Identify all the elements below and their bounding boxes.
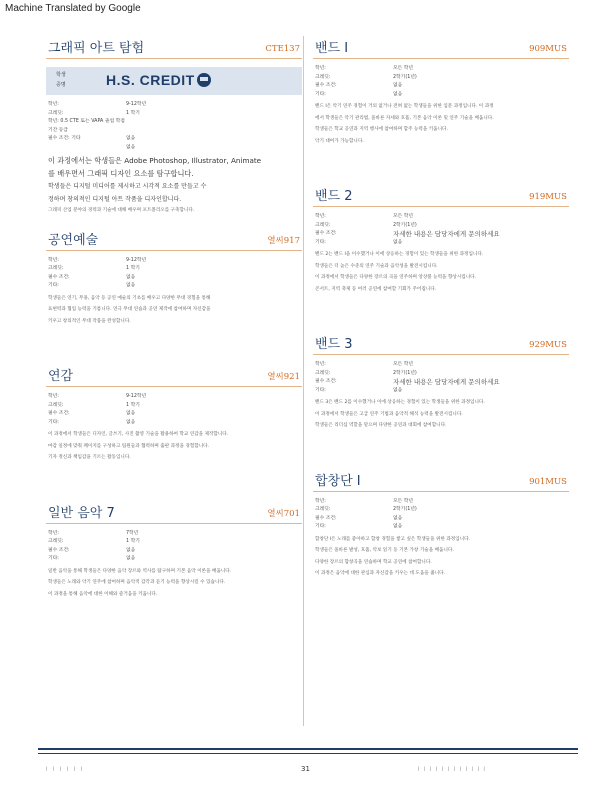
meta-row xyxy=(313,91,569,100)
meta-row xyxy=(313,523,569,532)
meta-row xyxy=(313,213,569,222)
description-line: 학생들은 올바른 발성, 호흡, 악보 읽기 등 기본 가창 기술을 배웁니다. xyxy=(315,548,454,553)
meta-row xyxy=(46,282,302,291)
meta-row xyxy=(46,274,302,283)
meta-value: 없음 xyxy=(126,419,136,425)
meta-row xyxy=(46,547,302,556)
meta-row xyxy=(313,65,569,74)
course-description xyxy=(46,568,302,600)
meta-label: 크레딧: xyxy=(48,266,64,271)
footer-rule xyxy=(38,748,578,754)
meta-label: 크레딧: xyxy=(315,370,331,376)
description-line: 이 과정에서 학생들은 다양한 장르의 곡을 연주하며 앙상블 능력을 향상시킵니다. xyxy=(315,275,477,280)
meta-label: 필수 조건: xyxy=(48,411,70,416)
page-number: 31 xyxy=(301,765,310,773)
meta-row xyxy=(313,74,569,83)
meta-label: 기타: xyxy=(315,387,326,393)
credit-banner-line: 증명 xyxy=(56,82,66,88)
course-entry xyxy=(313,184,569,294)
meta-value: 모든 학년 xyxy=(393,498,414,504)
course-description xyxy=(46,431,302,463)
course-entry xyxy=(46,364,302,463)
meta-value: 없음 xyxy=(393,91,403,97)
meta-value: 1 학기 xyxy=(126,110,140,116)
meta-value: 7학년 xyxy=(126,530,139,536)
course-code: 909MUS xyxy=(529,44,567,54)
meta-value: 없음 xyxy=(393,524,403,529)
credit-banner-label xyxy=(56,70,66,90)
description-line: 이 과정에서 학생들은 고급 연주 기법과 음악적 해석 능력을 발전시킵니다. xyxy=(315,411,463,417)
meta-label: 기타: xyxy=(48,283,59,288)
description-line: 이 과정에서는 학생들은 Adobe Photoshop, Illustrator, Animate xyxy=(48,156,262,165)
course-code: 919MUS xyxy=(529,192,567,202)
description-line: 정하며 창의적인 디지털 아트 작품을 디자인합니다. xyxy=(48,195,182,203)
description-line: 학생들은 더 높은 수준의 연주 기술과 음악성을 발전시킵니다. xyxy=(315,263,438,269)
course-title: 밴드 I xyxy=(315,41,349,56)
course-code: 열씨701 xyxy=(267,508,300,519)
course-code: 901MUS xyxy=(529,476,567,487)
meta-label: 학년: 0.5 CTE 또는 VAPA 졸업 학점 기간 등급 xyxy=(48,119,125,133)
course-description xyxy=(313,536,569,579)
meta-row xyxy=(313,387,569,396)
meta-label: 크레딧: xyxy=(315,74,331,80)
meta-label xyxy=(46,144,126,153)
meta-value: 없음 xyxy=(126,283,136,288)
course-meta xyxy=(313,213,569,247)
right-column xyxy=(313,36,569,579)
meta-value: 모든 학년 xyxy=(393,66,414,71)
description-line: 이 과정에서 학생들은 디자인, 글쓰기, 사진 촬영 기술을 활용하여 학교 연감을 제작합니다. xyxy=(48,432,229,437)
course-code: 열씨917 xyxy=(267,235,300,246)
course-meta xyxy=(313,65,569,99)
course-header xyxy=(46,364,302,387)
meta-row xyxy=(46,265,302,274)
course-code: 929MUS xyxy=(529,340,567,350)
course-title: 밴드 3 xyxy=(315,337,353,352)
meta-label: 크레딧: xyxy=(48,402,64,408)
meta-label: 필수 조건: xyxy=(315,515,337,521)
course-entry xyxy=(46,228,302,327)
meta-value: 1 학기 xyxy=(126,539,140,544)
hs-credit-text: H.S. CREDIT xyxy=(106,72,195,88)
course-code: CTE137 xyxy=(265,44,300,54)
meta-value: 없음 xyxy=(126,274,136,280)
course-header xyxy=(313,184,569,207)
course-header xyxy=(46,228,302,251)
course-description xyxy=(46,295,302,327)
meta-value: 없음 xyxy=(126,547,136,553)
meta-value: 1 학기 xyxy=(126,402,140,408)
course-entry xyxy=(313,332,569,431)
course-entry xyxy=(313,36,569,146)
meta-row xyxy=(46,538,302,547)
meta-label: 필수 조건: xyxy=(315,379,337,384)
description-line: 에서 학생들은 악기 관리법, 올바른 자세와 호흡, 기본 음악 이론 및 연주 기술을 배웁니다. xyxy=(315,115,494,121)
meta-value: 2학기(1년) xyxy=(393,222,417,228)
course-meta xyxy=(313,498,569,532)
meta-row xyxy=(313,239,569,248)
course-title: 그래픽 아트 탐험 xyxy=(48,41,145,56)
meta-label: 기타: xyxy=(315,524,326,529)
meta-row xyxy=(46,118,302,135)
footer-right-text: | | | | | | | | | | | | xyxy=(418,767,487,772)
description-line: 합창단 I은 노래를 좋아하고 합창 경험을 쌓고 싶은 학생들을 위한 과정입니다. xyxy=(315,536,470,542)
meta-label: 필수 조건: xyxy=(48,547,70,553)
meta-label: 필수 조건: 기타 xyxy=(48,136,81,141)
meta-label: 학년: xyxy=(48,530,59,536)
meta-value: 모든 학년 xyxy=(393,214,414,219)
hs-credit-banner xyxy=(46,67,302,95)
meta-value: 없음 xyxy=(126,411,136,416)
description-line: 밴드 I은 악기 연주 경험이 거의 없거나 전혀 없는 학생들을 위한 입문 과정입니다. 이 과정 xyxy=(315,104,494,109)
course-header xyxy=(313,469,569,492)
graduation-cap-icon xyxy=(197,73,211,87)
description-line: 다양한 장르의 합창곡을 연습하며 학교 공연에 참여합니다. xyxy=(315,559,432,565)
meta-label: 필수 조건: xyxy=(315,231,337,236)
left-column xyxy=(46,36,302,599)
meta-row xyxy=(46,410,302,419)
course-description xyxy=(313,251,569,294)
course-title: 합창단 I xyxy=(315,473,361,489)
meta-value: 2학기(1년) xyxy=(393,507,417,512)
meta-label: 필수 조건: xyxy=(315,83,337,88)
column-divider xyxy=(303,36,304,726)
meta-value: 없음 xyxy=(126,144,136,150)
meta-label: 기타: xyxy=(48,419,59,425)
description-line: 마감 일정에 맞춰 페이지를 구성하고 팀원들과 협력하며 출판 과정을 경험합니다. xyxy=(48,443,210,449)
meta-label: 크레딧: xyxy=(48,539,64,544)
meta-row xyxy=(46,257,302,266)
meta-value: 자세한 내용은 담당자에게 문의하세요 xyxy=(393,230,500,238)
course-meta xyxy=(46,393,302,427)
meta-label: 기타: xyxy=(315,91,326,97)
course-header xyxy=(313,332,569,355)
description-line: 이 과정을 통해 음악에 대한 이해와 즐거움을 키웁니다. xyxy=(48,591,158,597)
meta-label: 필수 조건: xyxy=(48,274,70,280)
meta-row xyxy=(313,82,569,91)
meta-label: 학년: xyxy=(48,394,59,399)
meta-value xyxy=(126,118,302,135)
description-line: 밴드 2는 밴드 I을 이수했거나 이에 상응하는 경험이 있는 학생들을 위한 과정입니다. xyxy=(315,252,484,257)
meta-label: 기타: xyxy=(315,239,326,245)
description-line: 키우고 창의적인 무대 작품을 완성합니다. xyxy=(48,318,131,324)
description-line: 기자 정신과 책임감을 기르는 활동입니다. xyxy=(48,455,131,460)
course-header xyxy=(313,36,569,59)
meta-label: 학년: xyxy=(48,102,59,107)
meta-value: 2학기(1년) xyxy=(393,370,417,376)
meta-value: 9-12학년 xyxy=(126,257,147,263)
footer-left-text: | | | | | | xyxy=(46,767,85,772)
description-line: 학생들은 연기, 무용, 음악 등 공연 예술의 기초를 배우고 다양한 무대 경험을 통해 xyxy=(48,295,211,301)
course-meta xyxy=(46,530,302,564)
meta-row xyxy=(313,370,569,379)
course-meta xyxy=(46,101,302,152)
course-description xyxy=(313,103,569,146)
credit-banner-line: 학생 xyxy=(56,72,66,78)
meta-value: 없음 xyxy=(126,556,136,561)
description-line: 일반 음악을 통해 학생들은 다양한 음악 장르와 역사를 탐구하며 기본 음악 이론을 배웁니다. xyxy=(48,568,232,574)
meta-value: 없음 xyxy=(126,136,136,141)
translation-banner: Machine Translated by Google xyxy=(5,3,141,14)
meta-label: 기타: xyxy=(48,556,59,561)
description-line: 이 과정은 음악에 대한 관심과 자신감을 키우는 데 도움을 줍니다. xyxy=(315,571,445,576)
meta-label: 학년: xyxy=(48,257,59,263)
meta-row xyxy=(46,110,302,119)
description-line: 그래픽 산업 분야의 경력과 기술에 대해 배우며 포트폴리오를 구축합니다. xyxy=(48,208,195,213)
meta-row xyxy=(46,135,302,144)
course-title: 일반 음악 7 xyxy=(48,505,115,521)
meta-label: 학년: xyxy=(315,498,326,504)
description-line: 학생들은 리더십 역할을 맡으며 다양한 공연과 대회에 참여합니다. xyxy=(315,423,447,428)
description-line: 콘서트, 지역 축제 등 여러 공연에 참여할 기회가 주어집니다. xyxy=(315,286,437,292)
meta-row xyxy=(46,144,302,153)
course-meta xyxy=(313,361,569,395)
meta-row xyxy=(313,222,569,231)
course-description xyxy=(46,156,302,216)
description-line: 를 배우면서 그래픽 디자인 요소를 탐구합니다. xyxy=(48,169,194,178)
course-description xyxy=(313,399,569,431)
hs-credit-title xyxy=(106,72,211,88)
meta-value: 없음 xyxy=(393,83,403,88)
meta-label: 크레딧: xyxy=(48,110,64,116)
course-title: 연감 xyxy=(48,369,74,384)
meta-label: 학년: xyxy=(315,214,326,219)
meta-row xyxy=(46,555,302,564)
meta-row xyxy=(313,498,569,507)
meta-row xyxy=(313,515,569,524)
meta-row xyxy=(313,230,569,239)
course-meta xyxy=(46,257,302,291)
description-line: 표현력과 협업 능력을 기릅니다. 연극 무대 연습과 공연 제작에 참여하며 자신감을 xyxy=(48,307,211,312)
meta-value: 없음 xyxy=(393,515,403,521)
meta-value: 1 학기 xyxy=(126,266,140,271)
description-line: 학생들은 디지털 미디어를 제시하고 시각적 요소를 만들고 수 xyxy=(48,183,207,190)
meta-row xyxy=(46,419,302,428)
description-line: 밴드 3은 밴드 2를 이수했거나 이에 상응하는 경험이 있는 학생들을 위한 과정입니다. xyxy=(315,400,485,405)
description-line: 학생들은 학교 공연과 지역 행사에 참여하며 합주 능력을 키웁니다. xyxy=(315,127,448,132)
meta-value: 모든 학년 xyxy=(393,362,414,367)
description-line: 학생들은 노래와 악기 연주에 참여하며 음악적 감각과 듣기 능력을 향상시킬 수 있습니다. xyxy=(48,580,226,585)
course-entry xyxy=(313,469,569,579)
meta-row xyxy=(313,361,569,370)
meta-value: 2학기(1년) xyxy=(393,74,417,80)
meta-value: 9-12학년 xyxy=(126,394,147,399)
course-entry xyxy=(46,36,302,216)
course-entry xyxy=(46,501,302,600)
meta-label: 크레딧: xyxy=(315,507,331,512)
meta-row xyxy=(46,101,302,110)
meta-label: 크레딧: xyxy=(315,222,331,228)
description-line: 악기 대여가 가능합니다. xyxy=(315,138,364,144)
meta-value: 없음 xyxy=(393,239,403,245)
meta-value: 9-12학년 xyxy=(126,102,147,107)
meta-label: 학년: xyxy=(315,66,326,71)
meta-row xyxy=(46,402,302,411)
meta-row xyxy=(46,530,302,539)
meta-row xyxy=(46,393,302,402)
course-title: 공연예술 xyxy=(48,232,99,248)
course-code: 열씨921 xyxy=(267,372,300,382)
meta-row xyxy=(313,506,569,515)
course-title: 밴드 2 xyxy=(315,189,353,204)
meta-row xyxy=(313,378,569,387)
course-header xyxy=(46,36,302,59)
meta-value: 없음 xyxy=(393,387,403,393)
meta-label: 학년: xyxy=(315,362,326,367)
course-header xyxy=(46,501,302,524)
meta-value: 자세한 내용은 담당자에게 문의하세요 xyxy=(393,378,500,386)
